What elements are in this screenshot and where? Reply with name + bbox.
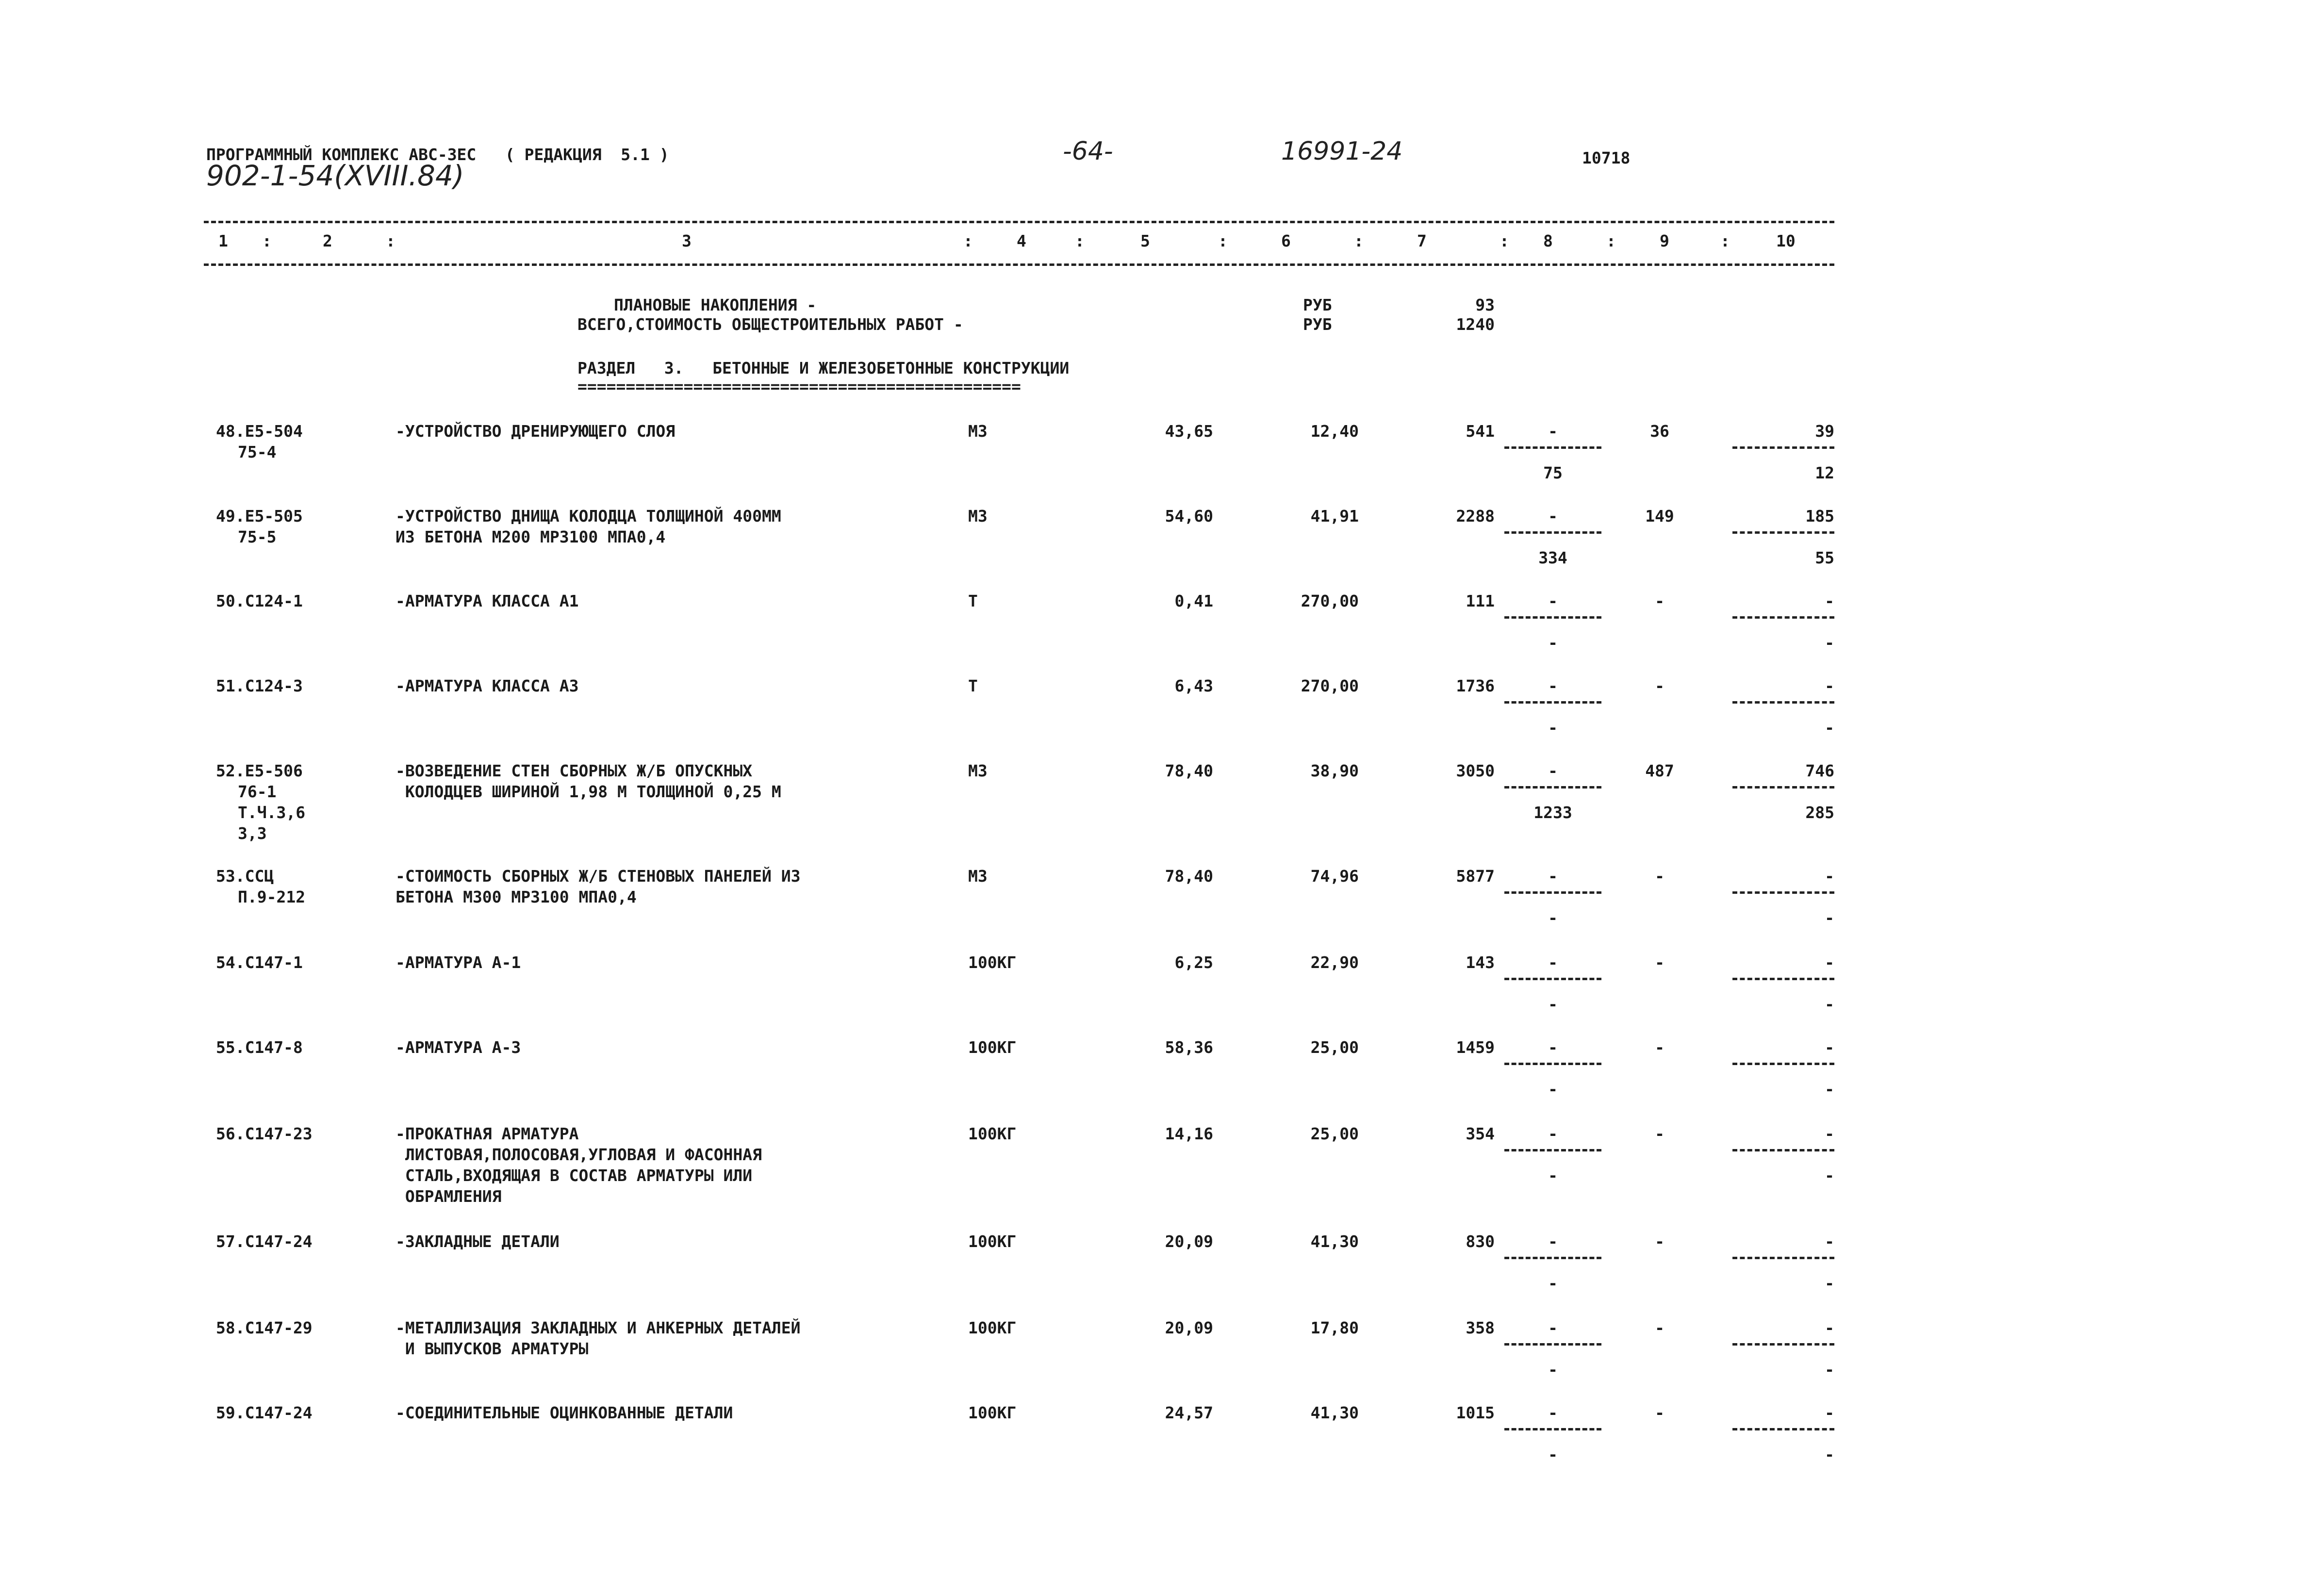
item-unit-price: 25,00 bbox=[1310, 1038, 1359, 1057]
item-code: 58.С147-29 bbox=[216, 1318, 313, 1337]
fraction-rule bbox=[1504, 1257, 1601, 1259]
item-description: -ВОЗВЕДЕНИЕ СТЕН СБОРНЫХ Ж/Б ОПУСКНЫХ bbox=[396, 761, 753, 780]
program-header: ПРОГРАММНЫЙ КОМПЛЕКС АВС-3ЕС ( РЕДАКЦИЯ 5.1 ) bbox=[206, 145, 669, 164]
column-separator: : bbox=[1720, 231, 1730, 250]
item-code: 51.С124-3 bbox=[216, 676, 303, 695]
item-unit: М3 bbox=[968, 867, 988, 886]
col8-bottom: - bbox=[1548, 908, 1558, 927]
col8-top: - bbox=[1548, 1232, 1558, 1251]
item-total: 1459 bbox=[1456, 1038, 1495, 1057]
item-code: 48.Е5-504 bbox=[216, 422, 303, 441]
item-unit: 100КГ bbox=[968, 1124, 1017, 1143]
column-header-5: 5 bbox=[1140, 231, 1150, 250]
col8-top: - bbox=[1548, 761, 1558, 780]
col8-top: - bbox=[1548, 953, 1558, 972]
col10-top: - bbox=[1825, 1038, 1834, 1057]
column-separator: : bbox=[1500, 231, 1509, 250]
item-code: Т.Ч.3,6 bbox=[238, 803, 306, 822]
item-unit-price: 12,40 bbox=[1310, 422, 1359, 441]
fraction-rule bbox=[1732, 701, 1834, 704]
column-header-6: 6 bbox=[1281, 231, 1291, 250]
item-unit: 100КГ bbox=[968, 1403, 1017, 1422]
item-description: -СОЕДИНИТЕЛЬНЫЕ ОЦИНКОВАННЫЕ ДЕТАЛИ bbox=[396, 1403, 733, 1422]
column-separator: : bbox=[1075, 231, 1085, 250]
col9-value: - bbox=[1655, 591, 1665, 610]
item-quantity: 43,65 bbox=[1165, 422, 1213, 441]
col8-bottom: - bbox=[1548, 1274, 1558, 1293]
column-header-7: 7 bbox=[1417, 231, 1427, 250]
col8-bottom: 334 bbox=[1538, 548, 1567, 567]
item-unit: М3 bbox=[968, 507, 988, 526]
col8-top: - bbox=[1548, 1038, 1558, 1057]
item-code: 50.С124-1 bbox=[216, 591, 303, 610]
item-total: 3050 bbox=[1456, 761, 1495, 780]
column-header-10: 10 bbox=[1776, 231, 1796, 250]
item-unit: М3 bbox=[968, 422, 988, 441]
col10-bottom: - bbox=[1825, 633, 1834, 652]
item-total: 5877 bbox=[1456, 867, 1495, 886]
item-code: 3,3 bbox=[238, 824, 267, 843]
fraction-rule bbox=[1504, 786, 1601, 788]
item-description: ИЗ БЕТОНА М200 МРЗ100 МПА0,4 bbox=[396, 527, 666, 546]
col8-bottom: - bbox=[1548, 1166, 1558, 1185]
item-quantity: 0,41 bbox=[1174, 591, 1213, 610]
col10-top: - bbox=[1825, 1124, 1834, 1143]
fraction-rule bbox=[1732, 446, 1834, 449]
col10-top: 746 bbox=[1805, 761, 1834, 780]
col10-top: - bbox=[1825, 1403, 1834, 1422]
item-quantity: 6,43 bbox=[1174, 676, 1213, 695]
col10-top: - bbox=[1825, 867, 1834, 886]
col8-bottom: - bbox=[1548, 633, 1558, 652]
col10-bottom: 285 bbox=[1805, 803, 1834, 822]
item-description: СТАЛЬ,ВХОДЯЩАЯ В СОСТАВ АРМАТУРЫ ИЛИ bbox=[396, 1166, 753, 1185]
col9-value: - bbox=[1655, 1038, 1665, 1057]
column-separator: : bbox=[1606, 231, 1616, 250]
column-header-1: 1 bbox=[218, 231, 228, 250]
item-description: -АРМАТУРА КЛАССА А3 bbox=[396, 676, 579, 695]
item-description: -УСТРОЙСТВО ДРЕНИРУЮЩЕГО СЛОЯ bbox=[396, 422, 676, 441]
item-quantity: 78,40 bbox=[1165, 761, 1213, 780]
col9-value: - bbox=[1655, 1403, 1665, 1422]
col9-value: - bbox=[1655, 1124, 1665, 1143]
fraction-rule bbox=[1504, 978, 1601, 980]
column-header-2: 2 bbox=[323, 231, 332, 250]
col10-bottom: 55 bbox=[1815, 548, 1834, 567]
item-total: 2288 bbox=[1456, 507, 1495, 526]
item-code: 53.ССЦ bbox=[216, 867, 274, 886]
fraction-rule bbox=[1732, 1257, 1834, 1259]
section-title: РАЗДЕЛ 3. БЕТОННЫЕ И ЖЕЛЕЗОБЕТОННЫЕ КОНСТРУКЦИИ bbox=[577, 359, 1070, 378]
item-code: 59.С147-24 bbox=[216, 1403, 313, 1422]
col10-top: - bbox=[1825, 1318, 1834, 1337]
col9-value: - bbox=[1655, 676, 1665, 695]
col9-value: - bbox=[1655, 1232, 1665, 1251]
fraction-rule bbox=[1504, 1063, 1601, 1065]
col8-bottom: - bbox=[1548, 1360, 1558, 1379]
fraction-rule bbox=[1732, 1343, 1834, 1346]
col8-bottom: - bbox=[1548, 1080, 1558, 1099]
item-description: КОЛОДЦЕВ ШИРИНОЙ 1,98 М ТОЛЩИНОЙ 0,25 М bbox=[396, 782, 781, 801]
col8-top: - bbox=[1548, 1318, 1558, 1337]
item-code: 76-1 bbox=[238, 782, 277, 801]
item-code: 55.С147-8 bbox=[216, 1038, 303, 1057]
item-description: И ВЫПУСКОВ АРМАТУРЫ bbox=[396, 1339, 589, 1358]
item-total: 541 bbox=[1466, 422, 1495, 441]
col9-value: - bbox=[1655, 953, 1665, 972]
item-code: 57.С147-24 bbox=[216, 1232, 313, 1251]
item-description: -УСТРОЙСТВО ДНИЩА КОЛОДЦА ТОЛЩИНОЙ 400ММ bbox=[396, 507, 781, 526]
col8-top: - bbox=[1548, 507, 1558, 526]
col8-bottom: 75 bbox=[1543, 463, 1563, 482]
col10-top: 39 bbox=[1815, 422, 1834, 441]
item-description: -ЗАКЛАДНЫЕ ДЕТАЛИ bbox=[396, 1232, 560, 1251]
col9-value: 36 bbox=[1650, 422, 1669, 441]
item-description: -АРМАТУРА КЛАССА А1 bbox=[396, 591, 579, 610]
fraction-rule bbox=[1732, 616, 1834, 619]
item-unit: 100КГ bbox=[968, 1038, 1017, 1057]
item-code: П.9-212 bbox=[238, 887, 306, 906]
item-code: 75-4 bbox=[238, 443, 277, 461]
item-description: БЕТОНА М300 МРЗ100 МПА0,4 bbox=[396, 887, 637, 906]
sheet-code: 10718 bbox=[1582, 148, 1631, 167]
col10-bottom: - bbox=[1825, 1080, 1834, 1099]
fraction-rule bbox=[1504, 891, 1601, 894]
item-total: 1736 bbox=[1456, 676, 1495, 695]
item-quantity: 78,40 bbox=[1165, 867, 1213, 886]
summary-value: 1240 bbox=[1456, 315, 1495, 334]
col10-top: - bbox=[1825, 953, 1834, 972]
fraction-rule bbox=[1504, 531, 1601, 534]
col10-top: 185 bbox=[1805, 507, 1834, 526]
fraction-rule bbox=[1732, 1149, 1834, 1151]
item-unit-price: 25,00 bbox=[1310, 1124, 1359, 1143]
item-code: 54.С147-1 bbox=[216, 953, 303, 972]
col8-bottom: - bbox=[1548, 995, 1558, 1014]
item-description: -АРМАТУРА А-3 bbox=[396, 1038, 521, 1057]
col8-top: - bbox=[1548, 422, 1558, 441]
item-code: 56.С147-23 bbox=[216, 1124, 313, 1143]
fraction-rule bbox=[1732, 531, 1834, 534]
item-unit: 100КГ bbox=[968, 1232, 1017, 1251]
item-unit: Т bbox=[968, 591, 978, 610]
item-unit-price: 41,30 bbox=[1310, 1403, 1359, 1422]
item-total: 830 bbox=[1466, 1232, 1495, 1251]
fraction-rule bbox=[1504, 446, 1601, 449]
col8-top: - bbox=[1548, 1403, 1558, 1422]
col8-top: - bbox=[1548, 1124, 1558, 1143]
col8-bottom: - bbox=[1548, 1445, 1558, 1464]
item-description: -СТОИМОСТЬ СБОРНЫХ Ж/Б СТЕНОВЫХ ПАНЕЛЕЙ ИЗ bbox=[396, 867, 801, 886]
item-total: 143 bbox=[1466, 953, 1495, 972]
item-unit-price: 74,96 bbox=[1310, 867, 1359, 886]
col10-top: - bbox=[1825, 676, 1834, 695]
item-quantity: 20,09 bbox=[1165, 1232, 1213, 1251]
item-unit: 100КГ bbox=[968, 953, 1017, 972]
col10-top: - bbox=[1825, 1232, 1834, 1251]
col10-bottom: - bbox=[1825, 1166, 1834, 1185]
item-unit-price: 270,00 bbox=[1301, 676, 1359, 695]
summary-unit: РУБ bbox=[1303, 315, 1332, 334]
column-header-8: 8 bbox=[1543, 231, 1553, 250]
col9-value: - bbox=[1655, 1318, 1665, 1337]
col10-bottom: - bbox=[1825, 995, 1834, 1014]
col8-top: - bbox=[1548, 867, 1558, 886]
summary-value: 93 bbox=[1475, 296, 1495, 314]
handwritten-code: 902-1-54(XVIII.84) bbox=[206, 159, 464, 192]
fraction-rule bbox=[1504, 1343, 1601, 1346]
item-total: 354 bbox=[1466, 1124, 1495, 1143]
fraction-rule bbox=[1504, 701, 1601, 704]
column-header-3: 3 bbox=[682, 231, 692, 250]
item-quantity: 58,36 bbox=[1165, 1038, 1213, 1057]
item-total: 111 bbox=[1466, 591, 1495, 610]
item-unit-price: 17,80 bbox=[1310, 1318, 1359, 1337]
col10-bottom: - bbox=[1825, 1445, 1834, 1464]
item-quantity: 6,25 bbox=[1174, 953, 1213, 972]
col10-bottom: 12 bbox=[1815, 463, 1834, 482]
fraction-rule bbox=[1504, 1428, 1601, 1430]
item-description: -АРМАТУРА А-1 bbox=[396, 953, 521, 972]
item-description: -МЕТАЛЛИЗАЦИЯ ЗАКЛАДНЫХ И АНКЕРНЫХ ДЕТАЛЕЙ bbox=[396, 1318, 801, 1337]
item-total: 1015 bbox=[1456, 1403, 1495, 1422]
header-rule-bottom bbox=[204, 263, 1834, 266]
column-header-4: 4 bbox=[1017, 231, 1026, 250]
col8-top: - bbox=[1548, 591, 1558, 610]
item-unit-price: 270,00 bbox=[1301, 591, 1359, 610]
page-number: -64- bbox=[1063, 137, 1113, 166]
col10-bottom: - bbox=[1825, 718, 1834, 737]
column-separator: : bbox=[386, 231, 396, 250]
summary-label: ПЛАНОВЫЕ НАКОПЛЕНИЯ - bbox=[614, 296, 817, 314]
item-unit: 100КГ bbox=[968, 1318, 1017, 1337]
item-unit-price: 41,91 bbox=[1310, 507, 1359, 526]
item-unit: Т bbox=[968, 676, 978, 695]
col10-bottom: - bbox=[1825, 908, 1834, 927]
item-total: 358 bbox=[1466, 1318, 1495, 1337]
col9-value: - bbox=[1655, 867, 1665, 886]
col10-bottom: - bbox=[1825, 1274, 1834, 1293]
item-unit: М3 bbox=[968, 761, 988, 780]
fraction-rule bbox=[1732, 1063, 1834, 1065]
item-code: 52.Е5-506 bbox=[216, 761, 303, 780]
item-unit-price: 22,90 bbox=[1310, 953, 1359, 972]
item-quantity: 20,09 bbox=[1165, 1318, 1213, 1337]
fraction-rule bbox=[1732, 891, 1834, 894]
item-quantity: 24,57 bbox=[1165, 1403, 1213, 1422]
col10-bottom: - bbox=[1825, 1360, 1834, 1379]
column-separator: : bbox=[262, 231, 272, 250]
column-separator: : bbox=[1354, 231, 1364, 250]
col8-top: - bbox=[1548, 676, 1558, 695]
col9-value: 149 bbox=[1645, 507, 1674, 526]
col8-bottom: - bbox=[1548, 718, 1558, 737]
fraction-rule bbox=[1732, 1428, 1834, 1430]
item-unit-price: 38,90 bbox=[1310, 761, 1359, 780]
column-header-9: 9 bbox=[1660, 231, 1669, 250]
fraction-rule bbox=[1504, 616, 1601, 619]
item-description: ОБРАМЛЕНИЯ bbox=[396, 1187, 502, 1206]
summary-label: ВСЕГО,СТОИМОСТЬ ОБЩЕСТРОИТЕЛЬНЫХ РАБОТ - bbox=[577, 315, 963, 334]
col10-top: - bbox=[1825, 591, 1834, 610]
col9-value: 487 bbox=[1645, 761, 1674, 780]
column-separator: : bbox=[1218, 231, 1228, 250]
col8-bottom: 1233 bbox=[1533, 803, 1572, 822]
item-quantity: 14,16 bbox=[1165, 1124, 1213, 1143]
item-description: ЛИСТОВАЯ,ПОЛОСОВАЯ,УГЛОВАЯ И ФАСОННАЯ bbox=[396, 1145, 762, 1164]
item-description: -ПРОКАТНАЯ АРМАТУРА bbox=[396, 1124, 579, 1143]
fraction-rule bbox=[1504, 1149, 1601, 1151]
item-quantity: 54,60 bbox=[1165, 507, 1213, 526]
section-underline: ============================================== bbox=[577, 377, 1021, 396]
document-number: 16991-24 bbox=[1281, 137, 1403, 166]
header-rule-top bbox=[204, 221, 1834, 223]
item-unit-price: 41,30 bbox=[1310, 1232, 1359, 1251]
item-code: 49.Е5-505 bbox=[216, 507, 303, 526]
summary-unit: РУБ bbox=[1303, 296, 1332, 314]
fraction-rule bbox=[1732, 978, 1834, 980]
column-separator: : bbox=[963, 231, 973, 250]
item-code: 75-5 bbox=[238, 527, 277, 546]
fraction-rule bbox=[1732, 786, 1834, 788]
